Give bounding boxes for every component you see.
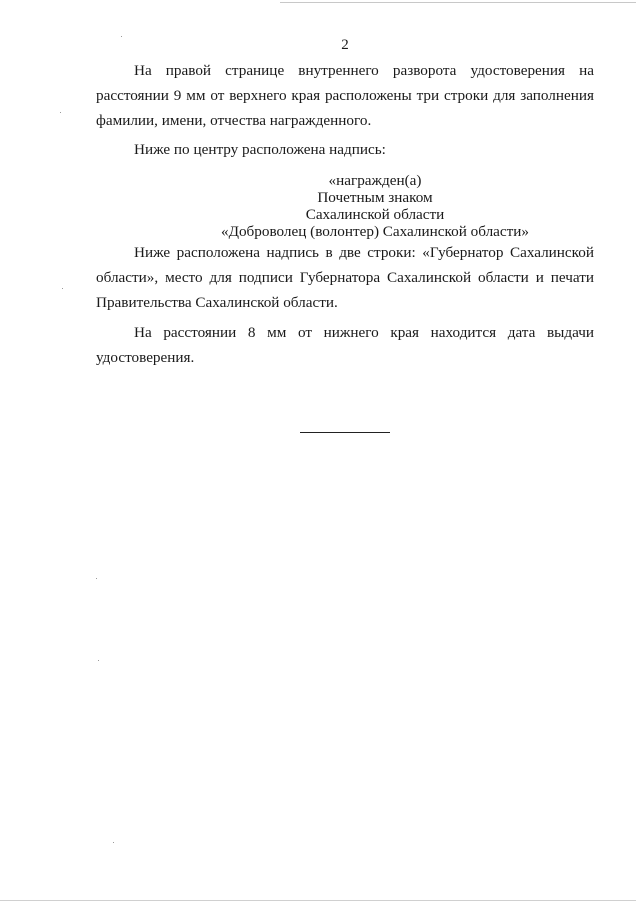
paragraph-line: На правой странице внутреннего разворота удостоверения на (134, 62, 594, 79)
inscription-line: Почетным знаком (317, 189, 433, 206)
scan-speck (96, 578, 97, 579)
paragraph-line: фамилии, имени, отчества награжденного. (96, 112, 372, 129)
scan-speck (62, 288, 63, 289)
inscription-line: «награжден(а) (328, 172, 422, 189)
paragraph-line: На расстоянии 8 мм от нижнего края находится дата выдачи (134, 324, 594, 341)
inscription-line: Сахалинской области (305, 206, 445, 223)
end-of-document-rule (300, 432, 390, 433)
scan-edge-top (280, 2, 636, 3)
centered-inscription (96, 172, 636, 240)
paragraph-governor-signature (96, 240, 594, 315)
scan-speck (98, 660, 99, 661)
paragraph-placement-of-name-lines (96, 58, 594, 133)
paragraph-line: удостоверения. (96, 349, 195, 366)
inscription-line: «Доброволец (волонтер) Сахалинской области» (220, 223, 529, 240)
scan-edge-bottom (0, 900, 636, 901)
paragraph-inscription-intro (96, 137, 594, 162)
page-number: 2 (341, 37, 349, 53)
paragraph-line: Правительства Сахалинской области. (96, 294, 338, 311)
paragraph-line: Ниже расположена надпись в две строки: «Губернатор Сахалинской (134, 244, 594, 261)
paragraph-line: области», место для подписи Губернатора Сахалинской области и печати (96, 269, 594, 286)
scan-speck (113, 842, 114, 843)
scan-speck (60, 112, 61, 113)
paragraph-line: Ниже по центру расположена надпись: (134, 141, 386, 158)
paragraph-line: расстоянии 9 мм от верхнего края расположены три строки для заполнения (96, 87, 594, 104)
paragraph-issue-date (96, 320, 594, 370)
